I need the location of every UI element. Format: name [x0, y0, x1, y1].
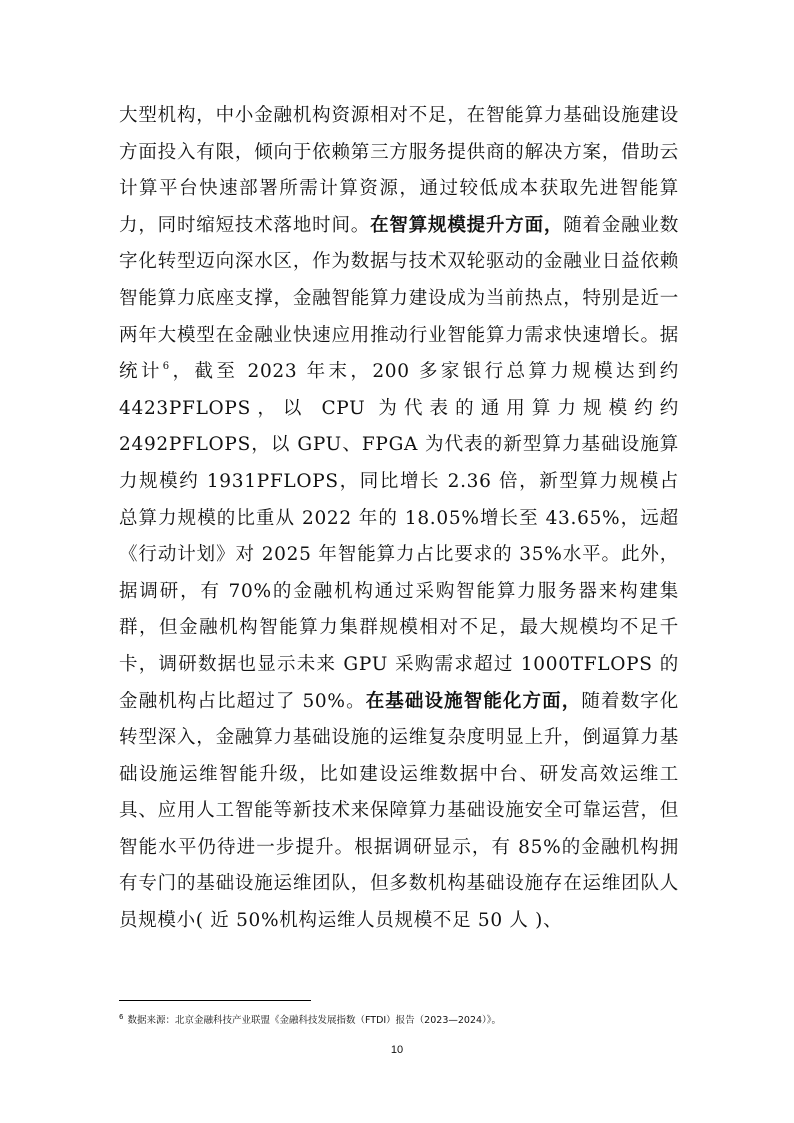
footnote-reference[interactable]: 6	[162, 361, 170, 373]
body-paragraph	[119, 98, 679, 940]
footnote-divider	[119, 1000, 311, 1001]
page-number: 10	[390, 1044, 404, 1056]
footnote-text: 数据来源：北京金融科技产业联盟《金融科技发展指数（FTDI）报告（2023—2024）》。	[127, 1015, 502, 1026]
body-text-segment: ，截至 2023 年末，200 多家银行总算力规模达到约 4423PFLOPS，以 CPU 为代表的通用算力规模约约 2492PFLOPS，以 GPU、FPGA 为代表的新型算力基础设施算力规模约 1931PFLOPS，同比增长 2.36 倍，新型算力规模占总算力规模的比重从 2022 年的 18.05%增长至 43.65%，远超《行动计划》对 2025 年智能算力占比要求的 35%水平。此外，据调研，有 70%的金融机构通过采购智能算力服务器来构建集群，但金融机构智能算力集群规模相对不足，最大规模均不足千卡，调研数据也显示未来 GPU 采购需求超过 1000TFLOPS 的金融机构占比超过了 50%。	[119, 361, 680, 712]
body-text-segment: 随着数字化转型深入，金融算力基础设施的运维复杂度明显上升，倒逼算力基础设施运维智能升级，比如建设运维数据中台、研发高效运维工具、应用人工智能等新技术来保障算力基础设施安全可靠运营，但智能水平仍待进一步提升。根据调研显示，有 85%的金融机构拥有专门的基础设施运维团队，但多数机构基础设施存在运维团队人员规模小( 近 50%机构运维人员规模不足 50 人 )、	[119, 690, 679, 932]
footnote-marker: 6	[119, 1013, 124, 1021]
section-heading-compute-scale: 在智算规模提升方面，	[370, 214, 564, 236]
body-text-segment: 大型机构，中小金融机构资源相对不足，在智能算力基础设施建设方面投入有限，倾向于依赖第三方服务提供商的解决方案，借助云计算平台快速部署所需计算资源，通过较低成本获取先进智能算力，同时缩短技术落地时间。	[119, 105, 679, 236]
footnote	[119, 1012, 679, 1026]
body-text-segment: 随着金融业数字化转型迈向深水区，作为数据与技术双轮驱动的金融业日益依赖智能算力底座支撑，金融智能算力建设成为当前热点，特别是近一两年大模型在金融业快速应用推动行业智能算力需求快速增长。据统计	[119, 214, 679, 383]
section-heading-infrastructure: 在基础设施智能化方面，	[365, 690, 582, 712]
